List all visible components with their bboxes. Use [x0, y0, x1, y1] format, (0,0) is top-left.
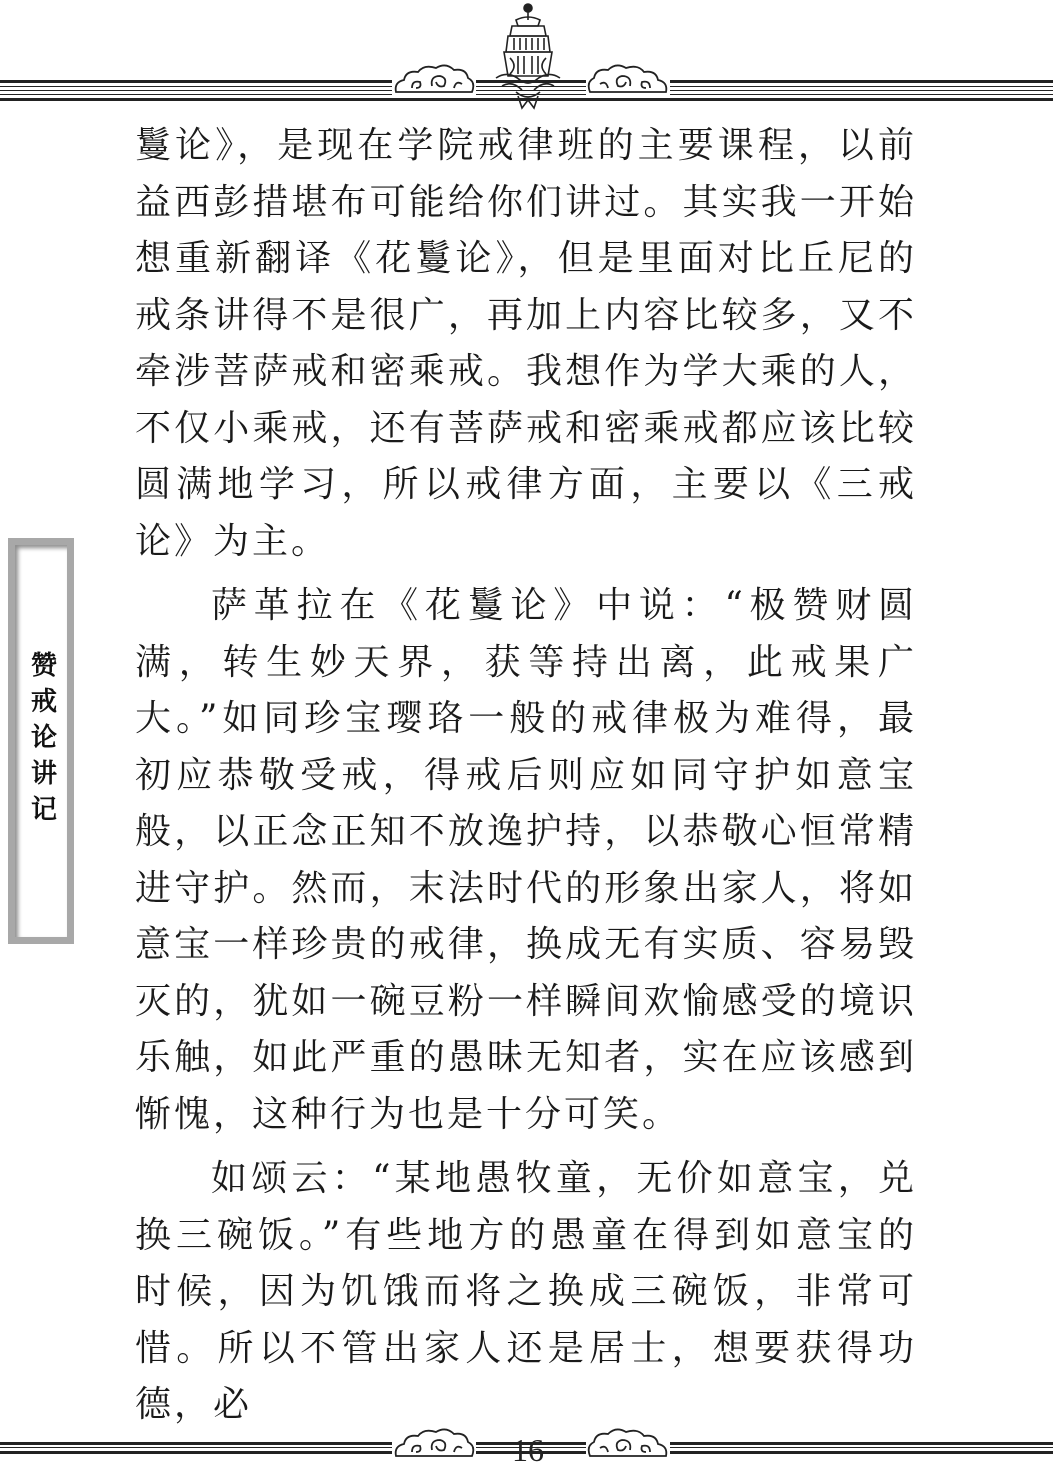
header-rule	[0, 74, 1053, 104]
book-title: 赞戒论讲记	[26, 651, 57, 831]
paragraph: 萨革拉在《花鬘论》中说：“极赞财圆满，转生妙天界，获等持出离，此戒果广大。”如同珍宝璎珞一般的戒律极为难得，最初应恭敬受戒，得戒后则应如同守护如意宝般，以正念正知不放逸护持，以恭敬心恒常精进守护。然而，末法时代的形象出家人，将如意宝一样珍贵的戒律，换成无有实质、容易毁灭的，犹如一碗豆粉一样瞬间欢愉感受的境识乐触，如此严重的愚昧无知者，实在应该感到惭愧，这种行为也是十分可笑。	[135, 585, 917, 1135]
main-text	[135, 118, 917, 1434]
cloud-ornament-icon	[392, 62, 476, 102]
side-tab	[8, 538, 74, 944]
side-tab-inner	[15, 545, 67, 937]
cloud-ornament-icon	[392, 1428, 476, 1466]
paragraph: 鬘论》，是现在学院戒律班的主要课程，以前益西彭措堪布可能给你们讲过。其实我一开始想重新翻译《花鬘论》，但是里面对比丘尼的戒条讲得不是很广，再加上内容比较多，又不牵涉菩萨戒和密乘戒。我想作为学大乘的人，不仅小乘戒，还有菩萨戒和密乘戒都应该比较圆满地学习，所以戒律方面，主要以《三戒论》为主。	[135, 125, 917, 562]
cloud-ornament-icon	[586, 62, 670, 102]
paragraph: 如颂云：“某地愚牧童，无价如意宝，兑换三碗饭。”有些地方的愚童在得到如意宝的时候，因为饥饿而将之换成三碗饭，非常可惜。所以不管出家人还是居士，想要获得功德，必	[135, 1158, 917, 1425]
cloud-ornament-icon	[586, 1428, 670, 1466]
page-number: 16	[512, 1432, 544, 1468]
